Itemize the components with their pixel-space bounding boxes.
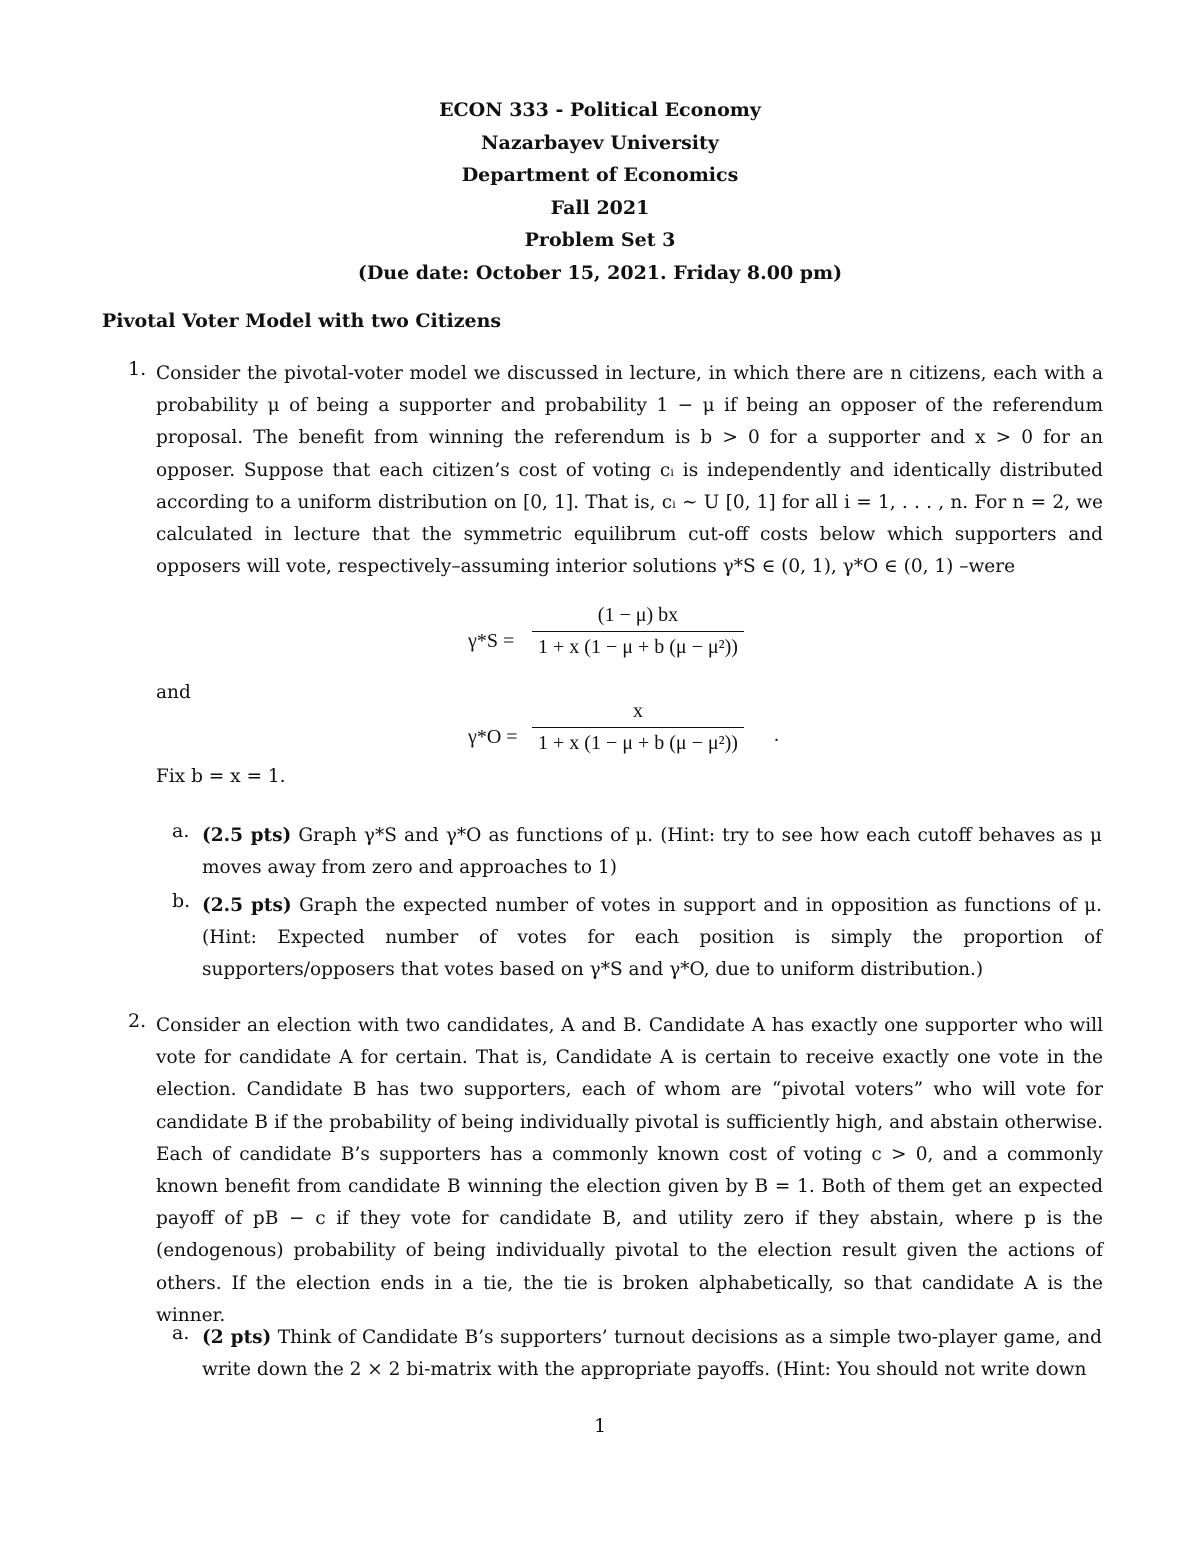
- equation-numerator: x: [532, 700, 744, 728]
- equation-denominator: 1 + x (1 − μ + b (μ − μ²)): [538, 636, 738, 658]
- equation-period: .: [774, 724, 779, 746]
- part-text: Graph the expected number of votes in support and in opposition as functions of μ. (Hint: Expected number of votes for each position is simply the proportion of supporters/opposers that votes based on γ*S and γ*O, due to uniform distribution.): [202, 895, 1102, 981]
- document-header: [0, 94, 1200, 290]
- department-name: Department of Economics: [461, 164, 739, 187]
- course-title: ECON 333 - Political Economy: [439, 99, 761, 121]
- section-title: Pivotal Voter Model with two Citizens: [102, 310, 502, 332]
- question-number: 2.: [128, 1010, 147, 1032]
- points: (2.5 pts): [202, 895, 292, 916]
- equation-numerator: (1 − μ) bx: [532, 604, 744, 632]
- question-1-intro: Consider the pivotal-voter model we discussed in lecture, in which there are n citizens, each with a probability μ of being a supporter and probability 1 − μ if being an opposer of the referendum proposal. The benefit from winning the referendum is b > 0 for a supporter and x > 0 for an opposer. Suppose that each citizen’s cost of voting cᵢ is independently and identically distributed according to a uniform distribution on [0, 1]. That is, cᵢ ∼ U [0, 1] for all i = 1, . . . , n. For n = 2, we calculated in lecture that the symmetric equilibrum cut-off costs below which supporters and opposers will vote, respectively–assuming interior solutions γ*S ∈ (0, 1), γ*O ∈ (0, 1) –were: [156, 363, 1103, 578]
- part-label: b.: [172, 890, 191, 912]
- question-2a: [172, 1322, 1102, 1386]
- question-number: 1.: [128, 358, 147, 380]
- term: Fall 2021: [550, 196, 650, 219]
- part-text: Graph γ*S and γ*O as functions of μ. (Hint: try to see how each cutoff behaves as μ moves away from zero and approaches to 1): [202, 825, 1102, 879]
- part-text: Think of Candidate B’s supporters’ turnout decisions as a simple two-player game, and write down the 2 × 2 bi-matrix with the appropriate payoffs. (Hint: You should not write down: [202, 1327, 1102, 1381]
- and-text: and: [156, 682, 191, 703]
- part-label: a.: [172, 1322, 190, 1344]
- equation-lhs: γ*O =: [468, 726, 518, 748]
- equation-lhs: γ*S =: [468, 630, 515, 652]
- equation-fraction: [532, 604, 744, 659]
- fix-values: Fix b = x = 1.: [156, 766, 286, 787]
- question-2-intro: Consider an election with two candidates, A and B. Candidate A has exactly one supporter who will vote for candidate A for certain. That is, Candidate A is certain to receive exactly one vote in the election. Candidate B has two supporters, each of whom are “pivotal voters” who will vote for candidate B if the probability of being individually pivotal is sufficiently high, and abstain otherwise. Each of candidate B’s supporters has a commonly known cost of voting c > 0, and a commonly known benefit from candidate B winning the election given by B = 1. Both of them get an expected payoff of pB − c if they vote for candidate B, and utility zero if they abstain, where p is the (endogenous) probability of being individually pivotal to the election result given the actions of others. If the election ends in a tie, the tie is broken alphabetically, so that candidate A is the winner.: [156, 1015, 1103, 1326]
- equation-denominator: 1 + x (1 − μ + b (μ − μ²)): [538, 732, 738, 754]
- page-number: 1: [593, 1415, 607, 1437]
- points: (2 pts): [202, 1327, 272, 1348]
- question-1b: [172, 890, 1102, 987]
- part-label: a.: [172, 820, 190, 842]
- problem-set-title: Problem Set 3: [524, 229, 676, 252]
- question-1: [128, 358, 1103, 583]
- equation-fraction: [532, 700, 744, 755]
- question-1a: [172, 820, 1102, 884]
- due-date: (Due date: October 15, 2021. Friday 8.00 pm): [357, 261, 843, 284]
- question-2: [128, 1010, 1103, 1332]
- university-name: Nazarbayev University: [481, 131, 719, 154]
- points: (2.5 pts): [202, 825, 292, 846]
